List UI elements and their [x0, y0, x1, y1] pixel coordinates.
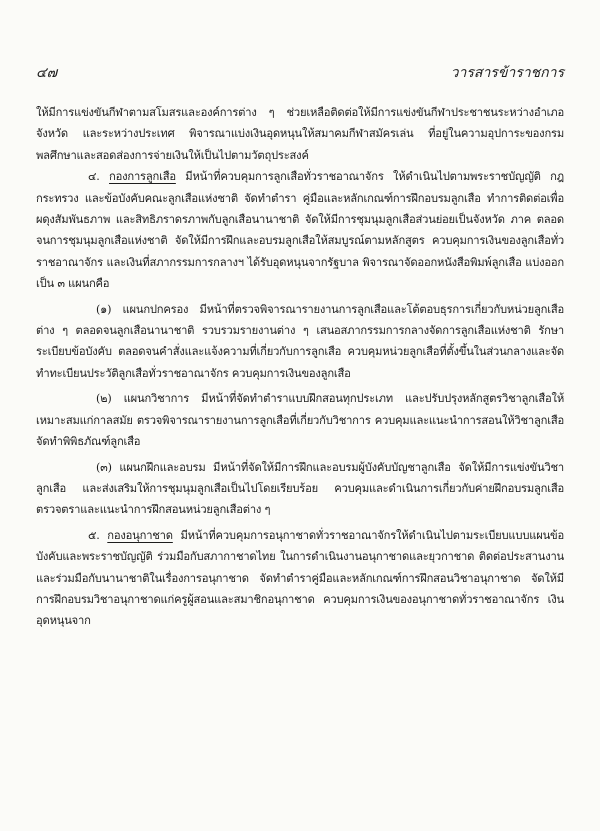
- paragraph-text: แผนกวิชาการ มีหน้าที่จัดทำตำราแบบฝึกสอนทุกประเภท และปรับปรุงหลักสูตรวิชาลูกเสือให้เหมาะสมแก่กาลสมัย ตรวจพิจารณารายงานการลูกเสือที่เกี่ยวกับวิชาการ ควบคุมและแนะนำการสอนให้วิชาลูกเสือ จัดทำพิพิธภัณฑ์ลูกเสือ: [36, 392, 564, 449]
- paragraph-sports: ให้มีการแข่งขันกีฬาตามสโมสรและองค์การต่าง ๆ ช่วยเหลือติดต่อให้มีการแข่งขันกีฬาประชาชนระหว่างอำเภอ จังหวัด และระหว่างประเทศ พิจารณาแบ่งเงินอุดหนุนให้สมาคมกีฬาสมัครเล่น ที่อยู่ในความอุปการะของกรมพลศึกษาและสอดส่องการจ่ายเงินให้เป็นไปตามวัตถุประสงค์: [36, 106, 564, 162]
- paragraph-text: มีหน้าที่ควบคุมการอนุกาชาดทั่วราชอาณาจักรให้ดำเนินไปตามระเบียบแบบแผนข้อบังคับและพระราชบัญญัติ ร่วมมือกับสภากาชาดไทย ในการดำเนินงานอนุกาชาดและยุวกาชาด ติดต่อประสานงานและร่วมมือกับนานาชาติในเรื่องการอนุกาชาด จัดทำตำราคู่มือและหลักเกณฑ์การฝึกสอนวิชาอนุกาชาด จัดให้มีการฝึกอบรมวิชาอนุกาชาดแก่ครูผู้สอนและสมาชิกอนุกาชาด ควบคุมการเงินของอนุกาชาดทั่วราชอาณาจักร เงินอุดหนุนจาก: [36, 528, 564, 628]
- paragraph-scout-division: [36, 166, 564, 294]
- paragraph-text: มีหน้าที่ควบคุมการลูกเสือทั่วราชอาณาจักร ให้ดำเนินไปตามพระราชบัญญัติ กฎกระทรวง และข้อบังคับคณะลูกเสือแห่งชาติ จัดทำตำรา คู่มือและหลักเกณฑ์การฝึกอบรมลูกเสือ ทำการติดต่อเพื่อผดุงสัมพันธภาพ และสิทธิภราดรภาพกับลูกเสือนานาชาติ จัดให้มีการชุมนุมลูกเสือส่วนย่อยเป็นจังหวัด ภาค ตลอดจนการชุมนุมลูกเสือแห่งชาติ จัดให้มีการฝึกและอบรมลูกเสือให้สมบูรณ์ตามหลักสูตร ควบคุมการเงินของลูกเสือทั่วราชอาณาจักร และเงินที่สภากรรมการกลางฯ ได้รับอุดหนุนจากรัฐบาล พิจารณาจัดออกหนังสือพิมพ์ลูกเสือ แบ่งออกเป็น ๓ แผนกคือ: [36, 170, 564, 291]
- paragraph-academic-section: [36, 388, 564, 452]
- paragraph-training-section: [36, 457, 564, 521]
- paragraph-text: แผนกฝึกและอบรม มีหน้าที่จัดให้มีการฝึกและอบรมผู้บังคับบัญชาลูกเสือ จัดให้มีการแข่งขันวิชาลูกเสือ และส่งเสริมให้การชุมนุมลูกเสือเป็นไปโดยเรียบร้อย ควบคุมและดำเนินการเกี่ยวกับค่ายฝึกอบรมลูกเสือ ตรวจตราและแนะนำการฝึกสอนหน่วยลูกเสือต่าง ๆ: [36, 460, 564, 517]
- item-number: (๒): [96, 392, 112, 406]
- item-number: (๑): [96, 302, 112, 316]
- item-number: ๔.: [88, 170, 100, 184]
- paragraph-junior-red-cross-division: [36, 525, 564, 632]
- section-heading-junior-red-cross: กองอนุกาชาด: [107, 528, 173, 542]
- section-heading-scout-division: กองการลูกเสือ: [109, 170, 176, 184]
- paragraph-administration-section: [36, 299, 564, 385]
- journal-title: วารสารข้าราชการ: [450, 65, 564, 81]
- paragraph-text: แผนกปกครอง มีหน้าที่ตรวจพิจารณารายงานการลูกเสือและโต้ตอบธุรการเกี่ยวกับหน่วยลูกเสือต่าง ๆ ตลอดจนลูกเสือนานาชาติ รวบรวมรายงานต่าง ๆ เสนอสภากรรมการกลางจัดการลูกเสือแห่งชาติ รักษาระเบียบข้อบังคับ ตลอดจนคำสั่งและแจ้งความที่เกี่ยวกับการลูกเสือ ควบคุมหน่วยลูกเสือที่ตั้งขึ้นในส่วนกลางและจัดทำทะเบียนประวัติลูกเสือทั่วราชอาณาจักร ควบคุมการเงินของลูกเสือ: [36, 302, 564, 380]
- item-number: ๕.: [88, 528, 100, 542]
- page-number: ๔๗: [36, 65, 58, 81]
- item-number: (๓): [96, 460, 112, 474]
- page-header: [36, 62, 564, 84]
- document-body: [36, 102, 564, 632]
